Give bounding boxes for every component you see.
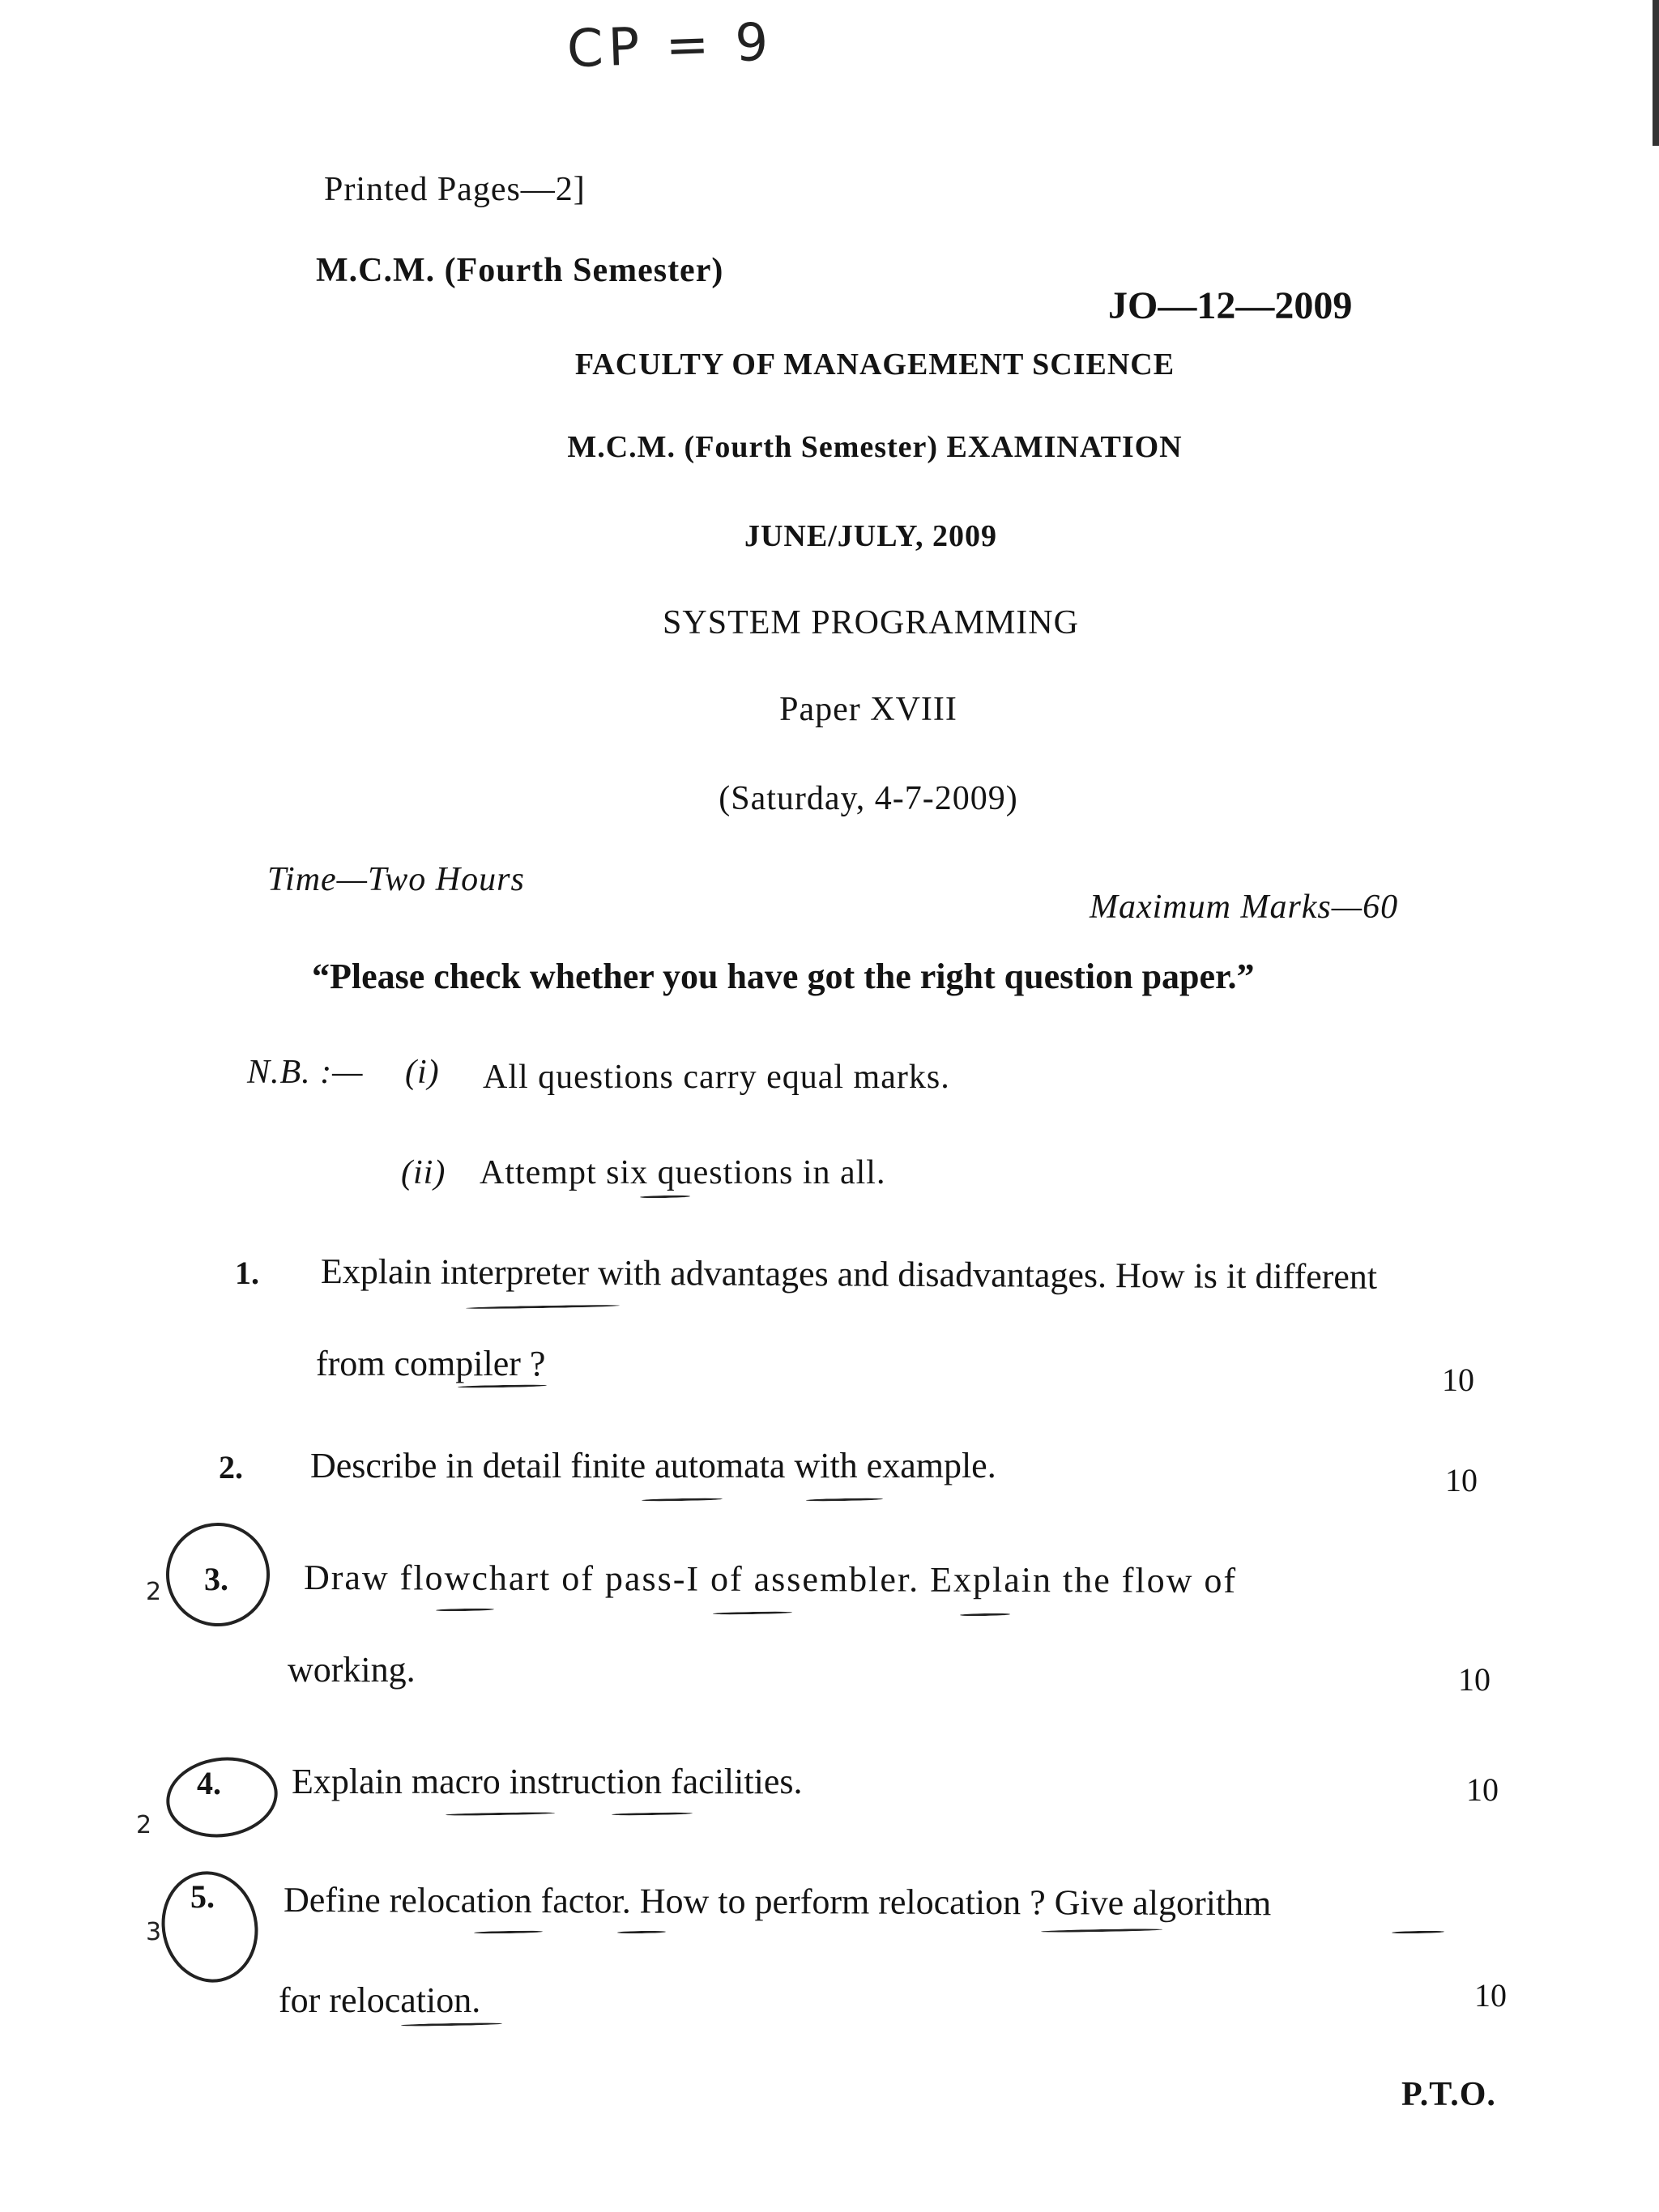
hand-underline bbox=[436, 1608, 494, 1611]
question-text: Define relocation factor. How to perform relocation ? Give algorithm bbox=[283, 1880, 1272, 1924]
question-text: Draw flowchart of pass-I of assembler. Explain the flow of bbox=[303, 1558, 1238, 1601]
hand-underline bbox=[1041, 1929, 1162, 1933]
session-heading: JUNE/JULY, 2009 bbox=[744, 519, 998, 553]
instruction-text: All questions carry equal marks. bbox=[483, 1059, 950, 1096]
question-marks: 10 bbox=[1445, 1462, 1478, 1498]
exam-heading: M.C.M. (Fourth Semester) EXAMINATION bbox=[567, 430, 1183, 464]
hand-underline bbox=[458, 1384, 547, 1388]
hand-underline bbox=[642, 1498, 723, 1502]
hand-underline bbox=[640, 1195, 690, 1198]
maximum-marks: Maximum Marks—60 bbox=[1090, 889, 1399, 926]
question-text-continued: from compiler ? bbox=[316, 1344, 546, 1383]
hand-underline bbox=[806, 1498, 883, 1502]
question-text-continued: for relocation. bbox=[279, 1980, 481, 2020]
course-title: M.C.M. (Fourth Semester) bbox=[316, 252, 724, 289]
hand-underline bbox=[617, 1930, 666, 1933]
question-number: 2. bbox=[219, 1449, 243, 1485]
pto-marker: P.T.O. bbox=[1401, 2076, 1496, 2113]
hand-underline bbox=[401, 2022, 502, 2027]
question-text-continued: working. bbox=[288, 1650, 416, 1690]
hand-underline bbox=[1392, 1930, 1444, 1933]
handwritten-note: CP = 9 bbox=[565, 12, 774, 80]
instruction-roman: (ii) bbox=[401, 1154, 446, 1191]
question-marks: 10 bbox=[1442, 1362, 1474, 1398]
exam-date: (Saturday, 4-7-2009) bbox=[719, 780, 1018, 817]
question-text: Explain interpreter with advantages and disadvantages. How is it different bbox=[320, 1251, 1378, 1297]
hand-underline bbox=[960, 1613, 1010, 1616]
question-marks: 10 bbox=[1458, 1661, 1491, 1698]
question-marks: 10 bbox=[1474, 1977, 1507, 2014]
hand-underline bbox=[474, 1930, 543, 1933]
hand-underline bbox=[466, 1304, 620, 1309]
paper-code: JO—12—2009 bbox=[1108, 284, 1353, 327]
hand-underline bbox=[713, 1611, 792, 1615]
question-number: 1. bbox=[235, 1255, 259, 1291]
faculty-heading: FACULTY OF MANAGEMENT SCIENCE bbox=[574, 347, 1175, 381]
check-note: “Please check whether you have got the right question paper.” bbox=[312, 957, 1255, 996]
question-number: 4. bbox=[197, 1765, 221, 1801]
paper-number: Paper XVIII bbox=[779, 691, 957, 728]
question-number: 5. bbox=[190, 1878, 215, 1915]
question-marks: 10 bbox=[1466, 1771, 1499, 1808]
hand-underline bbox=[446, 1812, 555, 1816]
margin-note: 2 bbox=[146, 1578, 162, 1606]
printed-pages: Printed Pages—2] bbox=[324, 171, 586, 208]
subject-heading: SYSTEM PROGRAMMING bbox=[663, 604, 1079, 641]
margin-note: 3 bbox=[146, 1918, 162, 1946]
margin-note: 2 bbox=[136, 1811, 152, 1839]
question-text: Explain macro instruction facilities. bbox=[292, 1762, 803, 1801]
hand-underline bbox=[612, 1812, 693, 1816]
question-text: Describe in detail finite automata with example. bbox=[310, 1446, 996, 1485]
nb-label: N.B. :— bbox=[247, 1054, 364, 1091]
instruction-roman: (i) bbox=[405, 1054, 440, 1091]
hand-circle bbox=[161, 1750, 283, 1844]
instruction-text: Attempt six questions in all. bbox=[480, 1154, 886, 1191]
question-number: 3. bbox=[204, 1561, 228, 1597]
time-allowed: Time—Two Hours bbox=[267, 861, 525, 898]
scan-edge bbox=[1653, 0, 1659, 146]
